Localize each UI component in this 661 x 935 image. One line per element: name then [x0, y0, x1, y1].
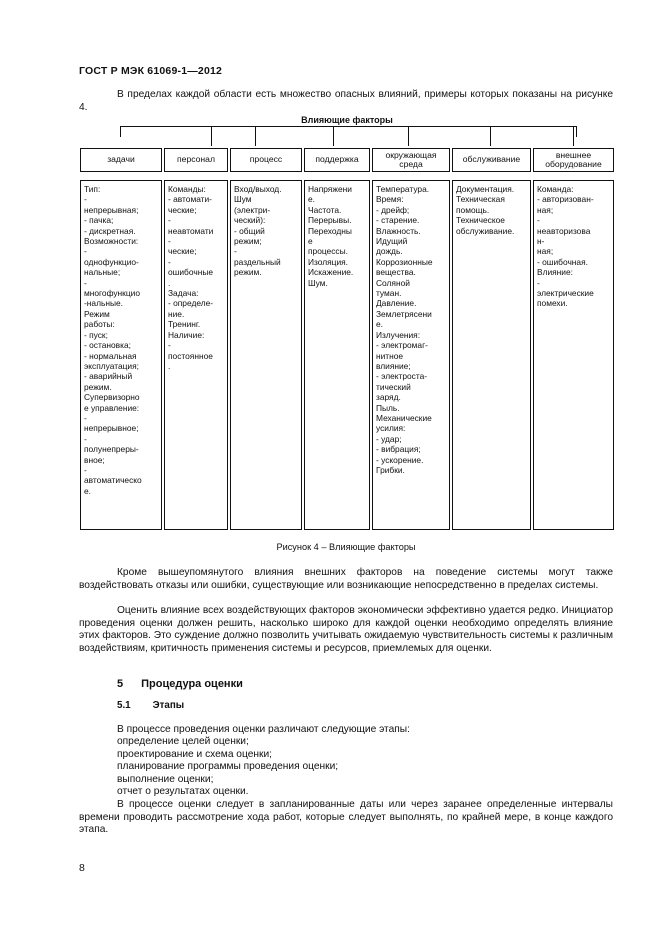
paragraph-3	[79, 799, 613, 837]
figure-caption: Рисунок 4 – Влияющие факторы	[276, 542, 416, 552]
column-process: Вход/выход. Шум (электри- ческий): - общий режим; - раздельный режим.	[230, 180, 302, 530]
section-5-heading	[117, 678, 243, 690]
figure-bracket	[120, 126, 577, 137]
category-personnel: персонал	[164, 148, 228, 172]
intro-paragraph	[79, 89, 613, 114]
category-process: процесс	[230, 148, 302, 172]
figure-categories	[80, 148, 614, 172]
section-5-number: 5	[117, 678, 124, 690]
paragraph-2-text: Оценить влияние всех воздействующих факторов экономически эффективно удается редко. Инициатор проведения оценки должен решить, насколько широко для каждой оценки необходимо определять влияние этих факторов. Это суждение должно позволить учитывать ожидаемую чувствительность системы к различным воздействиям, критичность применения системы и ресурсов, приемлемых для оценки.	[79, 605, 613, 654]
column-personnel: Команды: - автомати- ческие; - неавтомати - ческие; - ошибочные . Задача: - определе- ние. Тренинг. Наличие: - постоянное .	[164, 180, 228, 530]
page-number: 8	[79, 862, 85, 874]
category-external-equipment: внешнее оборудование	[533, 148, 614, 172]
paragraph-1-text: Кроме вышеупомянутого влияния внешних факторов на поведение системы могут также воздействовать отказы или ошибки, существующие или возникающие непосредственно в пределах системы.	[79, 567, 613, 591]
bracket-tick	[408, 126, 409, 146]
column-external-equipment: Команда: - авторизован- ная; - неавторизова н- ная; - ошибочная. Влияние: - электрические помехи.	[533, 180, 614, 530]
list-item: планирование программы проведения оценки;	[117, 761, 339, 772]
paragraph-1	[79, 567, 613, 592]
category-support: поддержка	[304, 148, 370, 172]
intro-text: В пределах каждой области есть множество опасных влияний, примеры которых показаны на рисунке 4.	[79, 89, 613, 113]
bracket-tick	[573, 126, 574, 146]
column-tasks: Тип: - непрерывная; - пачка; - дискретная. Возможности: - однофункцио- нальные; - многофункцио -нальные. Режим работы: - пуск; - остановка; - нормальная эксплуатация; - аварийный режим. Супервизорно е управление: - непрерывное; - полунепреры- вное; - автоматическо е.	[80, 180, 162, 530]
column-support: Напряжени е. Частота. Перерывы. Переходны е процессы. Изоляция. Искажение. Шум.	[304, 180, 370, 530]
figure-title: Влияющие факторы	[301, 115, 393, 125]
bracket-tick	[211, 126, 212, 146]
document-header: ГОСТ Р МЭК 61069-1—2012	[79, 65, 223, 77]
list-item: выполнение оценки;	[117, 774, 214, 785]
section-5-1-heading	[117, 700, 184, 711]
bracket-tick	[333, 126, 334, 146]
bracket-tick	[490, 126, 491, 146]
section-5-1-number: 5.1	[117, 700, 131, 711]
list-item: отчет о результатах оценки.	[117, 786, 249, 797]
column-environment: Температура. Время: - дрейф; - старение. Влажность. Идущий дождь. Коррозионные вещества. Соляной туман. Давление. Землетрясени е. Излучения: - электромаг- нитное влияние; - электроста- тический заряд. Пыль. Механические усилия: - удар; - вибрация; - ускорение. Грибки.	[372, 180, 450, 530]
paragraph-3-text: В процессе оценки следует в запланированные даты или через заранее определенные интервалы времени проводить рассмотрение хода работ, которые следует выполнять, по крайней мере, в конце каждого этапа.	[79, 799, 613, 835]
column-maintenance: Документация. Техническая помощь. Техническое обслуживание.	[452, 180, 531, 530]
category-maintenance: обслуживание	[452, 148, 531, 172]
paragraph-2	[79, 605, 613, 655]
section-5-title: Процедура оценки	[141, 678, 243, 690]
category-environment: окружающая среда	[372, 148, 450, 172]
section-5-1-title: Этапы	[152, 700, 185, 711]
bracket-tick	[255, 126, 256, 146]
list-item: проектирование и схема оценки;	[117, 749, 272, 760]
category-tasks: задачи	[80, 148, 162, 172]
list-intro: В процессе проведения оценки различают следующие этапы:	[117, 724, 410, 735]
list-item: определение целей оценки;	[117, 736, 249, 747]
